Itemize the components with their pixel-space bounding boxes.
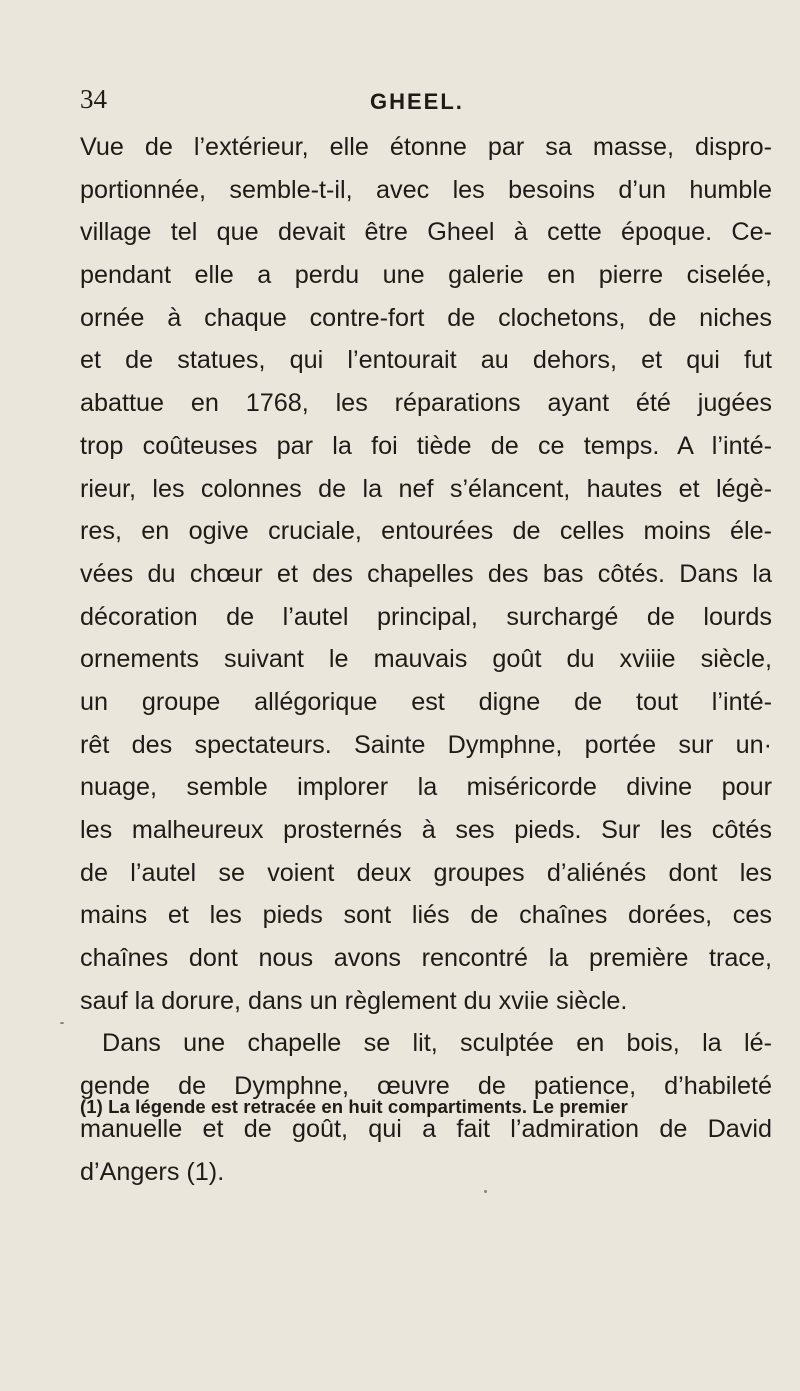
- text-line: Dans une chapelle se lit, sculptée en bois, la lé-: [102, 1029, 772, 1058]
- text-line: décoration de l’autel principal, surchargé de lourds: [80, 602, 772, 631]
- paper-speck: [484, 1190, 487, 1193]
- text-line: ornée à chaque contre-fort de clochetons, de niches: [80, 303, 772, 332]
- text-line: un groupe allégorique est digne de tout l’inté-: [80, 687, 772, 716]
- running-title: GHEEL.: [370, 89, 464, 114]
- body-text: [80, 126, 772, 1193]
- text-line: res, en ogive cruciale, entourées de celles moins éle-: [80, 517, 772, 546]
- text-line: village tel que devait être Gheel à cette époque. Ce-: [80, 218, 772, 247]
- text-line: abattue en 1768, les réparations ayant été jugées: [80, 389, 772, 418]
- text-line: trop coûteuses par la foi tiède de ce temps. A l’inté-: [80, 431, 772, 460]
- text-line: Vue de l’extérieur, elle étonne par sa masse, dispro-: [80, 133, 772, 161]
- text-line: chaînes dont nous avons rencontré la première trace,: [80, 944, 772, 973]
- text-line: rieur, les colonnes de la nef s’élancent, hautes et légè-: [80, 474, 772, 503]
- text-line: les malheureux prosternés à ses pieds. Sur les côtés: [80, 816, 772, 844]
- text-line: manuelle et de goût, qui a fait l’admiration de David: [80, 1114, 772, 1143]
- text-line: d’Angers (1).: [80, 1157, 225, 1186]
- text-line: ornements suivant le mauvais goût du xviiie siècle,: [80, 645, 772, 674]
- text-line: nuage, semble implorer la miséricorde divine pour: [80, 773, 772, 802]
- text-line: de l’autel se voient deux groupes d’aliénés dont les: [80, 858, 772, 887]
- text-line: et de statues, qui l’entourait au dehors, et qui fut: [80, 346, 772, 375]
- paper-speck: [60, 1022, 64, 1024]
- text-line: pendant elle a perdu une galerie en pierre ciselée,: [80, 261, 772, 290]
- page-number: 34: [80, 84, 107, 114]
- text-line: gende de Dymphne, œuvre de patience, d’habileté: [80, 1072, 772, 1101]
- text-line: mains et les pieds sont liés de chaînes dorées, ces: [80, 901, 772, 930]
- footnote: (1) La légende est retracée en huit compartiments. Le premier: [80, 1096, 628, 1117]
- text-line: rêt des spectateurs. Sainte Dymphne, portée sur un·: [80, 730, 772, 759]
- text-line: sauf la dorure, dans un règlement du xviie siècle.: [80, 986, 628, 1015]
- text-line: vées du chœur et des chapelles des bas côtés. Dans la: [80, 559, 772, 588]
- text-line: portionnée, semble-t-il, avec les besoins d’un humble: [80, 175, 772, 204]
